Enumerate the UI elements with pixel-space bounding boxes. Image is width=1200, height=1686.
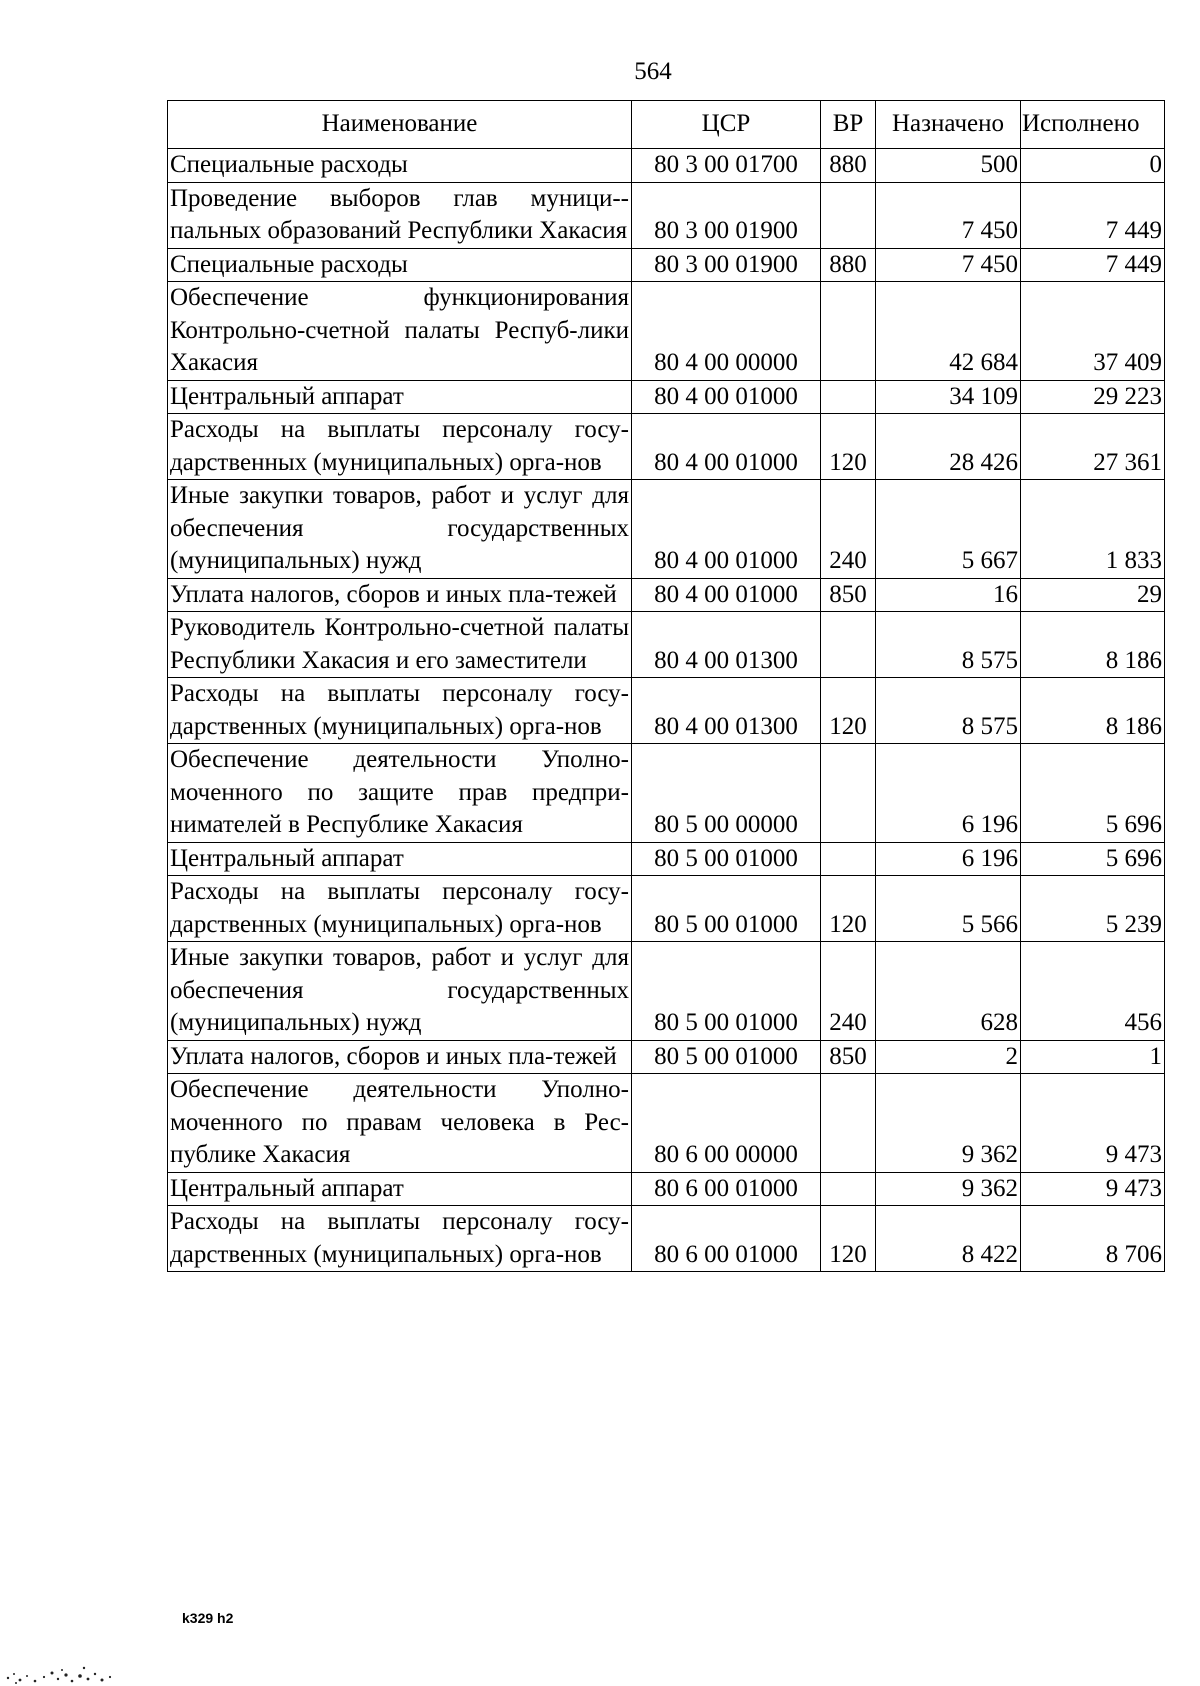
row-planned: 8 575 [876, 678, 1021, 744]
row-csr: 80 4 00 01000 [632, 578, 821, 612]
row-name: Руководитель Контрольно-счетной палаты Республики Хакасия и его заместители [168, 612, 632, 678]
row-vr [821, 380, 876, 414]
row-executed: 8 706 [1021, 1206, 1165, 1272]
row-executed: 0 [1021, 149, 1165, 183]
row-vr [821, 1074, 876, 1173]
row-planned: 6 196 [876, 744, 1021, 843]
header-csr: ЦСР [632, 101, 821, 149]
table-row [168, 842, 1165, 876]
table-row [168, 1074, 1165, 1173]
row-executed: 5 696 [1021, 744, 1165, 843]
row-executed: 5 239 [1021, 876, 1165, 942]
row-csr: 80 4 00 01000 [632, 414, 821, 480]
table-row [168, 282, 1165, 381]
table-row [168, 744, 1165, 843]
row-executed: 8 186 [1021, 612, 1165, 678]
row-vr: 120 [821, 414, 876, 480]
row-planned: 9 362 [876, 1074, 1021, 1173]
row-planned: 7 450 [876, 248, 1021, 282]
footer-code: k329 h2 [182, 1610, 234, 1626]
row-vr [821, 282, 876, 381]
row-name: Иные закупки товаров, работ и услуг для обеспечения государственных (муниципальных) нужд [168, 480, 632, 579]
table-row [168, 414, 1165, 480]
row-planned: 8 422 [876, 1206, 1021, 1272]
row-executed: 27 361 [1021, 414, 1165, 480]
table-row [168, 1206, 1165, 1272]
row-name: Расходы на выплаты персоналу госу-дарственных (муниципальных) орга-нов [168, 876, 632, 942]
row-planned: 7 450 [876, 182, 1021, 248]
row-csr: 80 5 00 00000 [632, 744, 821, 843]
row-csr: 80 6 00 01000 [632, 1206, 821, 1272]
row-planned: 5 566 [876, 876, 1021, 942]
row-csr: 80 3 00 01900 [632, 248, 821, 282]
row-name: Центральный аппарат [168, 380, 632, 414]
table-row [168, 678, 1165, 744]
row-csr: 80 5 00 01000 [632, 1040, 821, 1074]
row-name: Расходы на выплаты персоналу госу-дарственных (муниципальных) орга-нов [168, 414, 632, 480]
row-name: Расходы на выплаты персоналу госу-дарственных (муниципальных) орга-нов [168, 678, 632, 744]
row-name: Иные закупки товаров, работ и услуг для обеспечения государственных (муниципальных) нужд [168, 942, 632, 1041]
row-vr: 850 [821, 578, 876, 612]
row-name: Уплата налогов, сборов и иных пла-тежей [168, 578, 632, 612]
row-csr: 80 4 00 01000 [632, 380, 821, 414]
row-executed: 1 [1021, 1040, 1165, 1074]
row-planned: 34 109 [876, 380, 1021, 414]
row-executed: 7 449 [1021, 182, 1165, 248]
row-vr: 240 [821, 942, 876, 1041]
row-executed: 456 [1021, 942, 1165, 1041]
header-vr: ВР [821, 101, 876, 149]
row-executed: 9 473 [1021, 1172, 1165, 1206]
table-row [168, 248, 1165, 282]
row-name: Обеспечение функционирования Контрольно-счетной палаты Респуб-лики Хакасия [168, 282, 632, 381]
table-row [168, 480, 1165, 579]
budget-table [167, 100, 1165, 1272]
row-vr [821, 1172, 876, 1206]
row-vr: 880 [821, 248, 876, 282]
header-planned: Назначено [876, 101, 1021, 149]
table-row [168, 1172, 1165, 1206]
table-row [168, 942, 1165, 1041]
row-executed: 8 186 [1021, 678, 1165, 744]
row-planned: 5 667 [876, 480, 1021, 579]
row-csr: 80 4 00 01300 [632, 612, 821, 678]
row-executed: 7 449 [1021, 248, 1165, 282]
row-planned: 6 196 [876, 842, 1021, 876]
row-vr: 850 [821, 1040, 876, 1074]
row-name: Центральный аппарат [168, 1172, 632, 1206]
row-executed: 29 [1021, 578, 1165, 612]
row-vr: 120 [821, 678, 876, 744]
row-csr: 80 4 00 01000 [632, 480, 821, 579]
row-csr: 80 4 00 01300 [632, 678, 821, 744]
row-vr [821, 612, 876, 678]
row-csr: 80 6 00 01000 [632, 1172, 821, 1206]
row-vr [821, 744, 876, 843]
row-name: Уплата налогов, сборов и иных пла-тежей [168, 1040, 632, 1074]
row-vr [821, 842, 876, 876]
row-executed: 37 409 [1021, 282, 1165, 381]
row-csr: 80 6 00 00000 [632, 1074, 821, 1173]
row-csr: 80 3 00 01900 [632, 182, 821, 248]
table-row [168, 149, 1165, 183]
row-planned: 8 575 [876, 612, 1021, 678]
row-csr: 80 5 00 01000 [632, 876, 821, 942]
table-row [168, 182, 1165, 248]
row-planned: 500 [876, 149, 1021, 183]
table-row [168, 380, 1165, 414]
row-name: Центральный аппарат [168, 842, 632, 876]
row-csr: 80 5 00 01000 [632, 942, 821, 1041]
row-planned: 16 [876, 578, 1021, 612]
row-vr: 120 [821, 1206, 876, 1272]
row-name: Расходы на выплаты персоналу госу-дарственных (муниципальных) орга-нов [168, 1206, 632, 1272]
row-vr: 120 [821, 876, 876, 942]
row-name: Специальные расходы [168, 149, 632, 183]
row-name: Обеспечение деятельности Уполно-моченного по защите прав предпри-нимателей в Республике Хакасия [168, 744, 632, 843]
row-csr: 80 4 00 00000 [632, 282, 821, 381]
row-vr [821, 182, 876, 248]
scan-artifact [0, 1652, 120, 1686]
row-planned: 628 [876, 942, 1021, 1041]
row-planned: 9 362 [876, 1172, 1021, 1206]
row-name: Специальные расходы [168, 248, 632, 282]
table-header-row [168, 101, 1165, 149]
table-row [168, 876, 1165, 942]
row-name: Обеспечение деятельности Уполно-моченного по правам человека в Рес-публике Хакасия [168, 1074, 632, 1173]
header-name: Наименование [168, 101, 632, 149]
row-executed: 5 696 [1021, 842, 1165, 876]
table-body [168, 149, 1165, 1272]
table-row [168, 1040, 1165, 1074]
row-planned: 2 [876, 1040, 1021, 1074]
table-row [168, 612, 1165, 678]
page-number: 564 [634, 58, 672, 85]
row-vr: 880 [821, 149, 876, 183]
table-row [168, 578, 1165, 612]
row-vr: 240 [821, 480, 876, 579]
row-executed: 9 473 [1021, 1074, 1165, 1173]
row-executed: 1 833 [1021, 480, 1165, 579]
row-planned: 28 426 [876, 414, 1021, 480]
row-name: Проведение выборов глав муници-пальных образований Республики Хакасия [168, 182, 632, 248]
row-planned: 42 684 [876, 282, 1021, 381]
header-executed: Исполнено [1021, 101, 1165, 149]
row-csr: 80 5 00 01000 [632, 842, 821, 876]
row-csr: 80 3 00 01700 [632, 149, 821, 183]
row-executed: 29 223 [1021, 380, 1165, 414]
